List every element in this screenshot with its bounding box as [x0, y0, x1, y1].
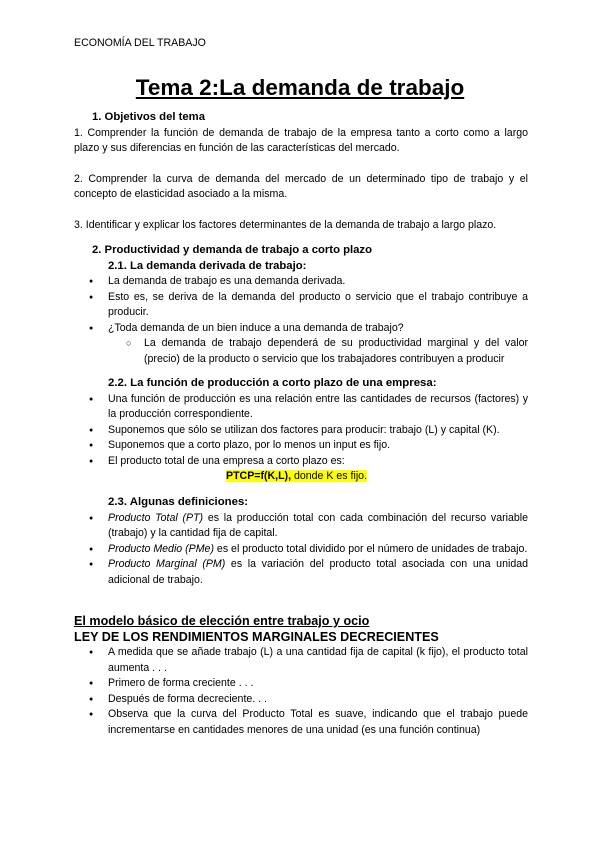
paragraph: 2. Comprender la curva de demanda del mercado de un determinado tipo de trabajo y el concepto de elasticidad asociado a la misma.: [74, 172, 528, 200]
law-heading: LEY DE LOS RENDIMIENTOS MARGINALES DECRECIENTES: [74, 629, 439, 644]
list-item: ● ¿Toda demanda de un bien induce a una demanda de trabajo?: [74, 321, 528, 337]
list-subitem: ○ La demanda de trabajo dependerá de su productividad marginal y del valor (precio) de la producto o servicio que los trabajadores contribuyen a producir: [74, 336, 528, 367]
page-title: Tema 2:La demanda de trabajo: [135, 75, 465, 100]
subsection-heading: 2.1. La demanda derivada de trabajo:: [108, 259, 307, 272]
subsection-heading: 2.3. Algunas definiciones:: [108, 496, 249, 508]
section-heading: 2. Productividad y demanda de trabajo a corto plazo: [92, 244, 372, 256]
formula: PTCP=f(K,L),: [226, 470, 292, 482]
subsection-definitions: [74, 495, 528, 588]
list-item: [74, 511, 528, 542]
list-item: ● Una función de producción es una relación entre las cantidades de recursos (factores) y la producción correspondiente.: [74, 392, 528, 423]
term: Producto Marginal (PM): [108, 558, 226, 570]
formula-line: [74, 469, 528, 485]
subsection-production-function: [74, 376, 528, 485]
list-item: ● A medida que se añade trabajo (L) a una cantidad fija de capital (k fijo), el producto total aumenta . . .: [74, 645, 528, 676]
section-labor-leisure: [74, 614, 528, 738]
list-item: ● Esto es, se deriva de la demanda del producto o servicio que el trabajo contribuye a producir.: [74, 290, 528, 321]
list-item: ● Después de forma decreciente. . .: [74, 692, 528, 708]
term: Producto Total (PT): [108, 511, 204, 524]
list-item: ● La demanda de trabajo es una demanda derivada.: [74, 274, 528, 290]
list-item: ● Primero de forma creciente . . .: [74, 676, 528, 692]
section-heading: 1. Objetivos del tema: [92, 111, 206, 123]
list-item: ● Suponemos que a corto plazo, por lo menos un input es fijo.: [74, 438, 528, 454]
section-objectives: [74, 110, 528, 233]
list-item: ● Suponemos que sólo se utilizan dos factores para producir: trabajo (L) y capital (K).: [74, 423, 528, 439]
definition: es la variación del producto total asociada con una unidad adicional de trabajo.: [108, 558, 528, 586]
subsection-heading: 2.2. La función de producción a corto plazo de una empresa:: [108, 377, 437, 389]
list-item: ● Observa que la curva del Producto Total es suave, indicando que el trabajo puede incrementarse en cantidades menores de una unidad (es una función continua): [74, 707, 528, 738]
paragraph: 3. Identificar y explicar los factores determinantes de la demanda de trabajo a largo plazo.: [74, 218, 497, 231]
formula-note: donde K es fijo.: [291, 470, 368, 482]
list-item: [74, 542, 528, 558]
section-productivity: [74, 243, 528, 367]
formula-highlight: [226, 470, 367, 482]
definition: es el producto total dividido por el número de unidades de trabajo.: [213, 542, 528, 555]
list-item: [74, 557, 528, 588]
term: Producto Medio (PMe): [108, 542, 214, 555]
page-header: ECONOMÍA DEL TRABAJO: [74, 37, 206, 49]
paragraph: 1. Comprender la función de demanda de trabajo de la empresa tanto a corto como a largo plazo y sus diferencias en función de las características del mercado.: [74, 126, 528, 154]
section-heading: El modelo básico de elección entre trabajo y ocio: [74, 614, 370, 628]
list-item: ● El producto total de una empresa a corto plazo es:: [74, 454, 528, 470]
definition: es la producción total con cada combinación del recurso variable (trabajo) y la cantidad fija de capital.: [108, 511, 528, 539]
